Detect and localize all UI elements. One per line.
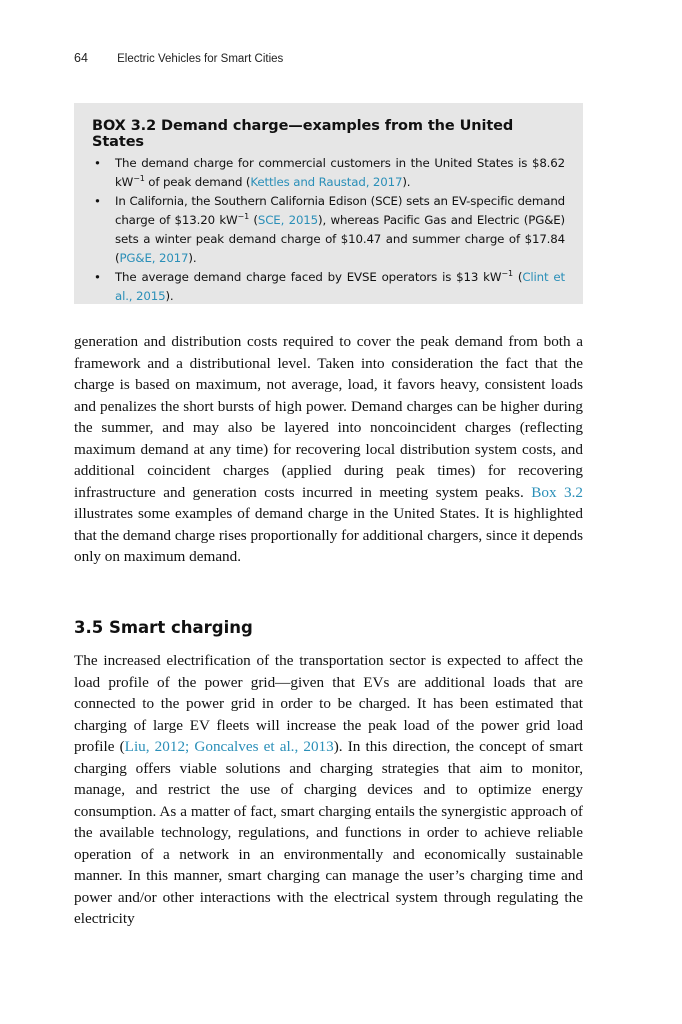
box-item-text: ). [165,289,174,303]
bullet-icon: • [94,270,101,284]
box-title: BOX 3.2 Demand charge—examples from the United States [92,118,514,150]
box-item-3 [92,268,565,306]
box-reference-link[interactable]: Box 3.2 [531,483,583,501]
box-bullet-list [92,154,565,306]
box-item-1 [92,154,565,192]
bullet-icon: • [94,194,101,208]
box-item-text: of peak demand ( [144,175,251,189]
superscript: −1 [133,174,145,184]
superscript: −1 [237,212,250,222]
box-item-text: ( [512,270,523,284]
body-paragraph-1 [74,331,583,568]
body-paragraph-2 [74,650,583,930]
box-3-2 [74,103,583,304]
box-item-text: ). [402,175,411,189]
citation-link[interactable]: Kettles and Raustad, 2017 [250,175,403,189]
superscript: −1 [501,269,513,279]
running-header [74,51,283,65]
citation-link[interactable]: PG&E, 2017 [119,251,189,265]
box-item-text: The average demand charge faced by EVSE operators is $13 kW [115,270,502,284]
section-heading: 3.5 Smart charging [74,618,253,637]
box-item-text: ), whereas Pacific Gas and Electric (PG&E) sets a winter peak demand charge of $10.47 and summer charge of $17.84 ( [115,213,565,265]
box-item-text: In California, the Southern California Edison (SCE) sets an EV-specific demand charge of $13.20 kW [115,194,565,227]
page-number: 64 [74,51,88,65]
box-item-2 [92,192,565,268]
paragraph-text: generation and distribution costs required to cover the peak demand from both a framework and a distributional level. Taken into consideration the fact that the charge is based on maximum, not average, load, it favors heavy, consistent loads and penalizes the short bursts of high power. Demand charges can be higher during the summer, and may also be layered into noncoincident charges (reflecting maximum demand at any time) for recovering local distribution system costs, and additional coincident charges (applied during peak times) for recovering infrastructure and generation costs incurred in meeting system peaks. [74,333,583,501]
box-item-text: ). [188,251,197,265]
box-item-text: The demand charge for commercial customers in the United States is $8.62 kW [115,156,565,189]
paragraph-text: illustrates some examples of demand charge in the United States. It is highlighted that the demand charge rises proportionally for additional chargers, since it depends only on maximum demand. [74,505,583,565]
box-item-text: ( [249,213,258,227]
book-title: Electric Vehicles for Smart Cities [117,53,284,65]
citation-link[interactable]: Clint et al., 2015 [115,270,566,303]
citation-link[interactable]: Liu, 2012; Goncalves et al., 2013 [124,738,334,755]
bullet-icon: • [94,156,101,170]
paragraph-text: ). In this direction, the concept of smart charging offers viable solutions and charging strategies that aim to monitor, manage, and restrict the use of charging devices and to optimize energy consumption. As a matter of fact, smart charging entails the synergistic approach of the available technology, regulations, and functions in order to achieve reliable operation of a network in an environmentally and economically sustainable manner. In this manner, smart charging can manage the user’s charging time and power and/or other interactions with the electrical system through regulating the electricity [74,738,583,927]
paragraph-text: The increased electrification of the transportation sector is expected to affect the load profile of the power grid—given that EVs are additional loads that are connected to the power grid in order to be charged. It has been estimated that charging of large EV fleets will increase the peak load of the power grid load profile ( [74,652,583,755]
citation-link[interactable]: SCE, 2015 [257,213,319,227]
